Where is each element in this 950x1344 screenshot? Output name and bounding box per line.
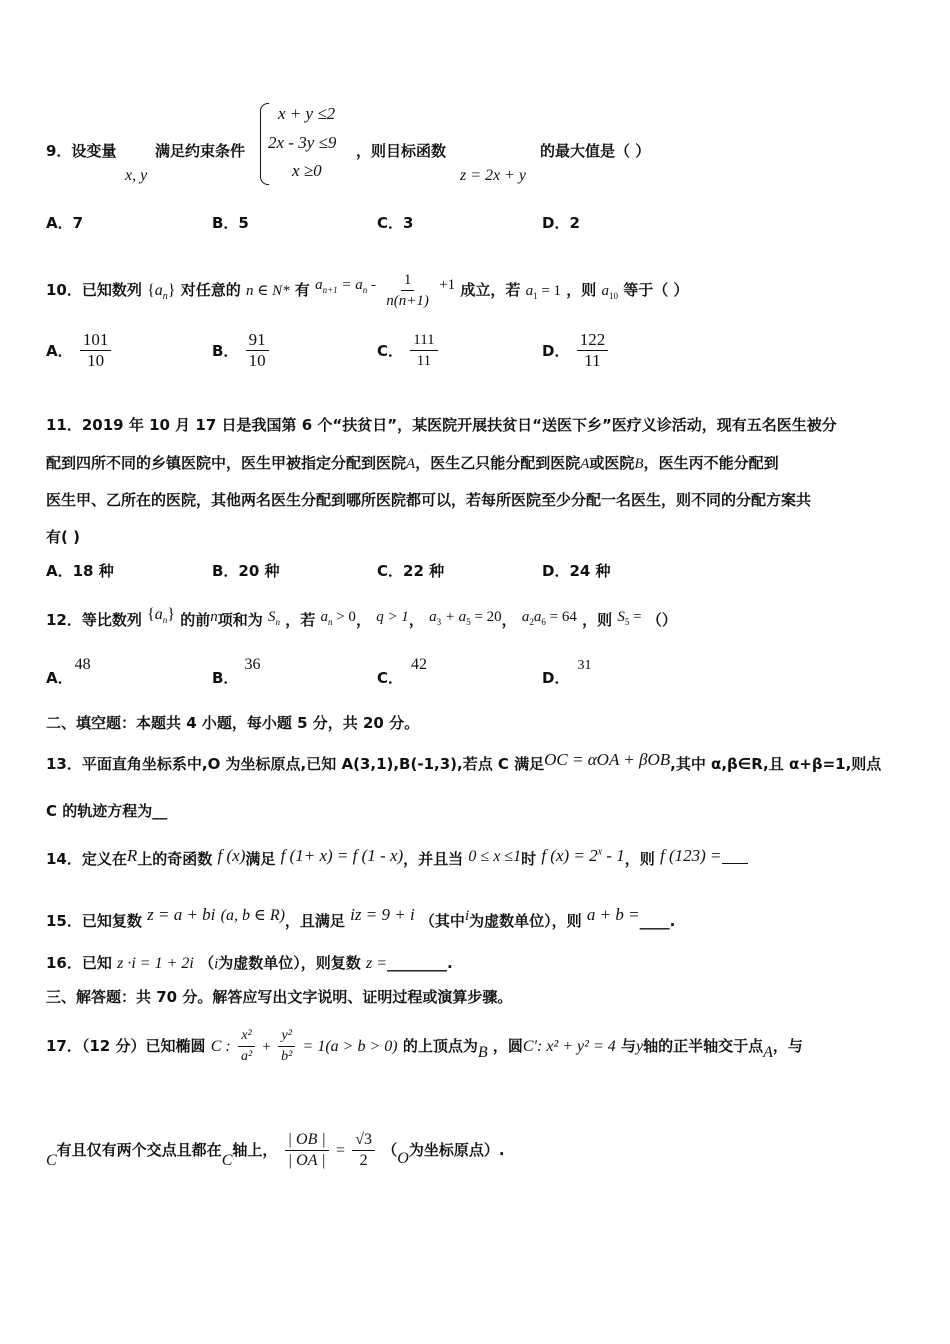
- q16-stem: 16．已知 z ·i = 1 + 2i （i为虚数单位），则复数 z =________.: [46, 954, 453, 972]
- q12-option-a[interactable]: A．48: [46, 656, 91, 687]
- q13-line-1: 13．平面直角坐标系中,O 为坐标原点,已知 A(3,1),B(-1,3),若点 C 满足OC = αOA + βOB,其中 α,β∈R,且 α+β=1,则点: [46, 750, 882, 773]
- q11-line-1: 11．2019 年 10 月 17 日是我国第 6 个“扶贫日”，某医院开展扶贫日“送医下乡”医疗义诊活动，现有五名医生被分: [46, 416, 837, 434]
- q17-line-1: 17．（12 分）已知椭圆 C : $\frac{\text{x²}}{\text{a²}}$ + $\frac{\text{y²}}{\text{b²}}$ = 1(a > b > 0) 的上顶点为B ，圆C′: x² + y² = 4 与y轴的正半轴交于点A，与: [46, 1028, 803, 1064]
- q15-answer-blank[interactable]: ____.: [639, 912, 676, 930]
- q11-option-d[interactable]: D．24 种: [542, 562, 611, 580]
- q9-mid2: ，则目标函数: [356, 142, 447, 160]
- q11-line-2: 配到四所不同的乡镇医院中，医生甲被指定分配到医院A，医生乙只能分配到医院A或医院B，医生丙不能分配到: [46, 454, 779, 472]
- q12-option-b[interactable]: B．36: [212, 656, 261, 687]
- section-solve-title: 三、解答题：共 70 分。解答应写出文字说明、证明过程或演算步骤。: [46, 988, 513, 1006]
- q12-option-c[interactable]: C．42: [377, 656, 428, 687]
- q16-answer-blank[interactable]: ________.: [387, 954, 453, 972]
- q9-option-a[interactable]: A．7: [46, 214, 84, 232]
- q10-option-a[interactable]: A． $\frac{101}{10}$: [46, 330, 113, 371]
- q14-stem: 14．定义在R上的奇函数 f (x)满足 f (1+ x) = f (1 - x)，并且当 0 ≤ x ≤1时 f $(x) = 2^x - 1$，则 f (123) =: [46, 846, 748, 869]
- section-fill-in-title: 二、填空题：本题共 4 小题，每小题 5 分，共 20 分。: [46, 714, 420, 732]
- q9-constraint-2: 2x - 3y ≤9: [268, 133, 337, 152]
- q9-vars: x, y: [125, 167, 148, 184]
- q9-objective: z = 2x + y: [460, 167, 527, 184]
- q9-option-c[interactable]: C．3: [377, 214, 414, 232]
- q11-line-4: 有( ): [46, 528, 80, 546]
- q11-option-a[interactable]: A．18 种: [46, 562, 114, 580]
- q10-frac: $\frac{1}{n(n+1)}$: [386, 272, 429, 309]
- q10-stem: 10．已知数列 $\{a_n\}$ 对任意的 n ∈ N* 有 $a_{n+1} = a_n$ - $\frac{1}{n(n+1)}$ +1 成立，若 $a_1 = 1$ ，则 $a_{10}$ 等于（ ）: [46, 272, 689, 309]
- q17-line-2: C有且仅有两个交点且都在C轴上， $\frac{| OB |}{| OA |}$ = $\frac{√3}{2}$ （O为坐标原点）.: [46, 1131, 505, 1169]
- q9-mid: 满足约束条件: [155, 142, 246, 160]
- q11-option-c[interactable]: C．22 种: [377, 562, 445, 580]
- q10-option-c[interactable]: C． $\frac{111}{11}$: [377, 330, 440, 371]
- q10-cond: n ∈ N*: [245, 283, 290, 299]
- q9-constraint-1: x + y ≤2: [278, 104, 336, 123]
- q9-constraint-3: x ≥0: [292, 161, 322, 180]
- q10-target: $a_{10}$: [601, 283, 619, 301]
- q10-seq: $\{a_n\}$: [147, 282, 176, 303]
- q10-init: $a_1 = 1$: [525, 283, 562, 301]
- q9-option-d[interactable]: D．2: [542, 214, 580, 232]
- q15-stem: 15．已知复数 z = a + bi (a, b ∈ R)，且满足 iz = 9 + i （其中i为虚数单位），则 a + b =____.: [46, 905, 676, 930]
- q14-answer-blank[interactable]: [722, 849, 748, 864]
- q13-line-2: C 的轨迹方程为__: [46, 802, 168, 820]
- q11-option-b[interactable]: B．20 种: [212, 562, 280, 580]
- q9-stem: 9．设变量: [46, 142, 117, 160]
- q11-line-3: 医生甲、乙所在的医院，其他两名医生分配到哪所医院都可以，若每所医院至少分配一名医生，则不同的分配方案共: [46, 491, 812, 509]
- q9-option-b[interactable]: B．5: [212, 214, 249, 232]
- q12-stem: 12．等比数列 $\{a_n\}$ 的前n项和为 $S_n$ ，若 $a_n > 0$， q > 1， $a_3 + a_5 = 20$， $a_2a_6 = 64$ ，则 $S_5$ = （）: [46, 606, 677, 629]
- q10-option-d[interactable]: D． $\frac{122}{11}$: [542, 330, 610, 371]
- q9-suffix: 的最大值是（ ）: [540, 142, 651, 160]
- q10-recurrence: $a_{n+1} = a_n$ -: [315, 277, 377, 295]
- q12-option-d[interactable]: D．31: [542, 658, 592, 687]
- q10-option-b[interactable]: B． $\frac{91}{10}$: [212, 330, 271, 371]
